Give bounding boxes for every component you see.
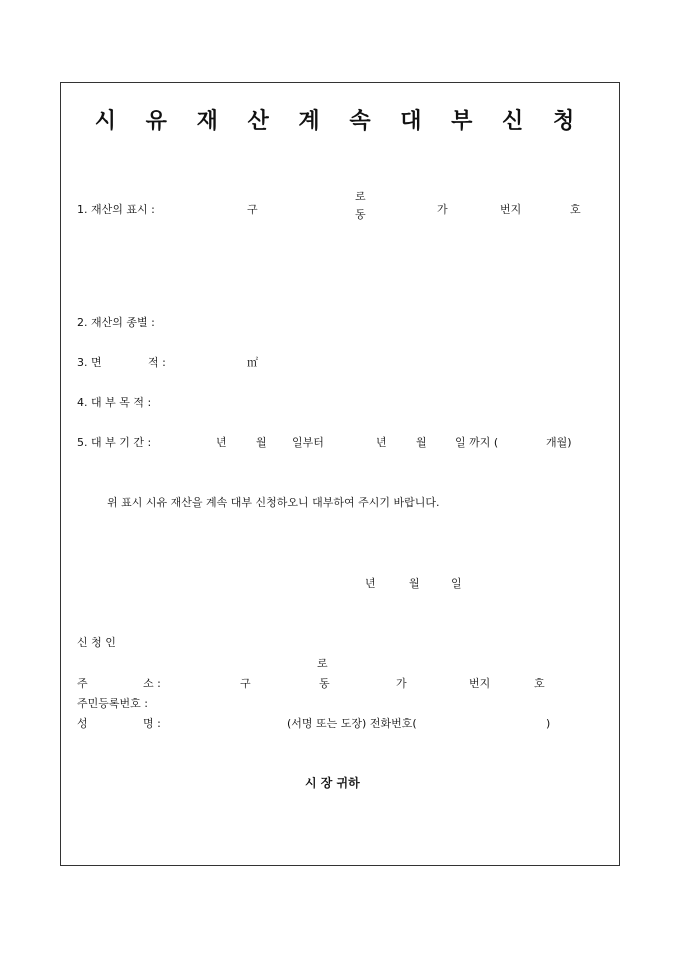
lease-purpose-label: 4. 대 부 목 적 : — [77, 396, 152, 409]
form-border — [60, 82, 620, 866]
application-statement: 위 표시 시유 재산을 계속 대부 신청하오니 대부하여 주시기 바랍니다. — [107, 496, 440, 509]
area-label-word: 적 : — [148, 356, 166, 369]
applicant-address-so: 소 : — [143, 677, 161, 690]
applicant-name-seong: 성 — [77, 717, 88, 730]
lease-start-day: 일부터 — [292, 436, 324, 449]
phone-close-paren: ) — [546, 717, 551, 730]
applicant-name-myeong: 명 : — [143, 717, 161, 730]
lease-period-label: 5. 대 부 기 간 : — [77, 436, 152, 449]
applicant-heading: 신 청 인 — [77, 636, 116, 649]
area-unit: ㎡ — [247, 356, 258, 369]
applicant-ro-text: 로 — [317, 657, 328, 670]
lease-months: 개월) — [546, 436, 572, 449]
lease-end-month: 월 — [416, 436, 427, 449]
date-month: 월 — [409, 577, 420, 590]
applicant-dong-text: 동 — [319, 677, 330, 690]
lease-end-day: 일 까지 ( — [455, 436, 499, 449]
applicant-address-ju: 주 — [77, 677, 88, 690]
property-ho-text: 호 — [570, 203, 581, 216]
applicant-gu-text: 구 — [240, 677, 251, 690]
applicant-ho-text: 호 — [534, 677, 545, 690]
area-label-num: 3. 면 — [77, 356, 102, 369]
property-dong-text: 동 — [355, 208, 366, 221]
lease-start-month: 월 — [256, 436, 267, 449]
date-year: 년 — [365, 577, 376, 590]
signature-phone-label: (서명 또는 도장) 전화번호( — [287, 717, 417, 730]
applicant-beonji-text: 번지 — [469, 677, 491, 690]
property-gu-text: 구 — [247, 203, 258, 216]
addressee: 시 장 귀하 — [305, 776, 360, 790]
property-beonji-text: 번지 — [500, 203, 522, 216]
form-title: 시 유 재 산 계 속 대 부 신 청 — [94, 108, 586, 134]
date-day: 일 — [451, 577, 462, 590]
property-display-label: 1. 재산의 표시 : — [77, 203, 155, 216]
applicant-ga-text: 가 — [396, 677, 407, 690]
resident-number-label: 주민등록번호 : — [77, 697, 148, 710]
lease-end-year: 년 — [376, 436, 387, 449]
property-type-label: 2. 재산의 종별 : — [77, 316, 155, 329]
property-ro-text: 로 — [355, 190, 366, 203]
lease-start-year: 년 — [216, 436, 227, 449]
property-ga-text: 가 — [437, 203, 448, 216]
